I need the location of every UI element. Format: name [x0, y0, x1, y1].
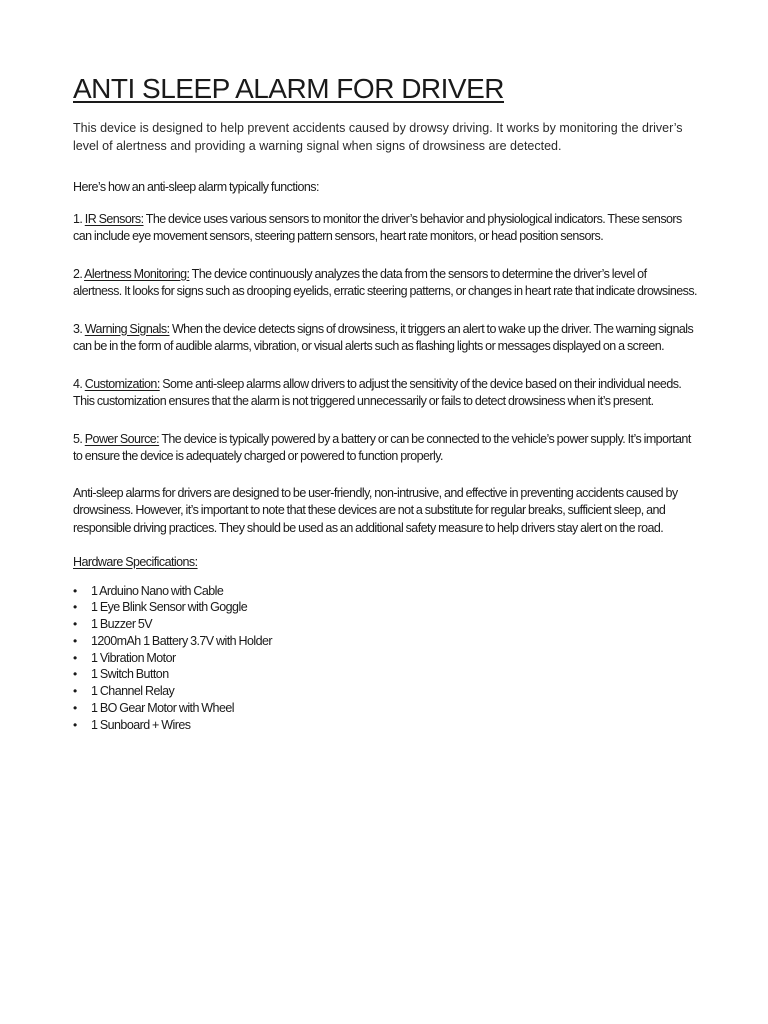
hardware-item: • 1 Buzzer 5V — [73, 617, 153, 632]
item-text: When the device detects signs of drowsiness, it triggers an alert to wake up the driver. The warning signals can be in the form of audible alarms, vibration, or visual alerts such as flashing lights or messages displayed on a screen. — [73, 321, 694, 353]
document-page — [73, 72, 697, 734]
bullet-icon: • — [73, 701, 77, 716]
item-number: 2. — [73, 266, 83, 281]
hardware-specifications-heading: Hardware Specifications: — [73, 555, 198, 569]
function-item-alertness-monitoring — [73, 266, 697, 301]
closing-paragraph: Anti-sleep alarms for drivers are designed to be user-friendly, non-intrusive, and effective in preventing accidents caused by drowsiness. However, it’s important to note that these devices are not a substitute for regular breaks, sufficient sleep, and responsible driving practices. They should be used as an additional safety measure to help drivers stay alert on the road. — [73, 485, 678, 535]
bullet-icon: • — [73, 684, 77, 699]
hardware-item: • 1 Vibration Motor — [73, 650, 176, 665]
bullet-icon: • — [73, 583, 77, 598]
item-term: Warning Signals: — [84, 321, 170, 336]
bullet-icon: • — [73, 617, 77, 632]
hardware-item: • 1 Channel Relay — [73, 684, 175, 699]
hardware-item: • 1 Switch Button — [73, 667, 169, 682]
item-number: 1. — [73, 211, 83, 226]
bullet-icon: • — [73, 600, 77, 615]
item-number: 3. — [73, 321, 83, 336]
function-item-customization — [73, 376, 697, 411]
item-text: Some anti-sleep alarms allow drivers to adjust the sensitivity of the device based on their individual needs. This customization ensures that the alarm is not triggered unnecessarily or fails to detect drowsiness when it’s present. — [73, 376, 682, 408]
item-text: The device continuously analyzes the data from the sensors to determine the driver’s level of alertness. It looks for signs such as drooping eyelids, erratic steering patterns, or changes in heart rate that indicate drowsiness. — [73, 266, 697, 298]
item-term: Power Source: — [84, 431, 160, 446]
item-text: The device is typically powered by a battery or can be connected to the vehicle’s power supply. It’s important to ensure the device is adequately charged or powered to function properly. — [73, 431, 691, 463]
item-text: The device uses various sensors to monitor the driver’s behavior and physiological indicators. These sensors can include eye movement sensors, steering pattern sensors, heart rate monitors, or head position sensors. — [73, 211, 682, 243]
item-term: IR Sensors: — [84, 211, 144, 226]
document-title: ANTI SLEEP ALARM FOR DRIVER — [73, 73, 504, 104]
bullet-icon: • — [73, 667, 77, 682]
function-item-power-source — [73, 431, 697, 466]
hardware-item: • 1 Sunboard + Wires — [73, 717, 191, 732]
item-number: 5. — [73, 431, 83, 446]
hardware-item: • 1 Arduino Nano with Cable — [73, 583, 224, 598]
howto-line: Here’s how an anti-sleep alarm typically functions: — [73, 180, 319, 194]
function-item-ir-sensors — [73, 211, 697, 246]
hardware-item: • 1200mAh 1 Battery 3.7V with Holder — [73, 633, 272, 648]
bullet-icon: • — [73, 633, 77, 648]
hardware-item: • 1 Eye Blink Sensor with Goggle — [73, 600, 248, 615]
bullet-icon: • — [73, 650, 77, 665]
bullet-icon: • — [73, 717, 77, 732]
function-item-warning-signals — [73, 321, 697, 356]
hardware-list — [73, 583, 697, 734]
hardware-item: • 1 BO Gear Motor with Wheel — [73, 701, 234, 716]
item-term: Alertness Monitoring: — [84, 266, 190, 281]
item-number: 4. — [73, 376, 83, 391]
item-term: Customization: — [84, 376, 160, 391]
intro-paragraph: This device is designed to help prevent accidents caused by drowsy driving. It works by monitoring the driver’s level of alertness and providing a warning signal when signs of drowsiness are detected. — [73, 121, 683, 153]
